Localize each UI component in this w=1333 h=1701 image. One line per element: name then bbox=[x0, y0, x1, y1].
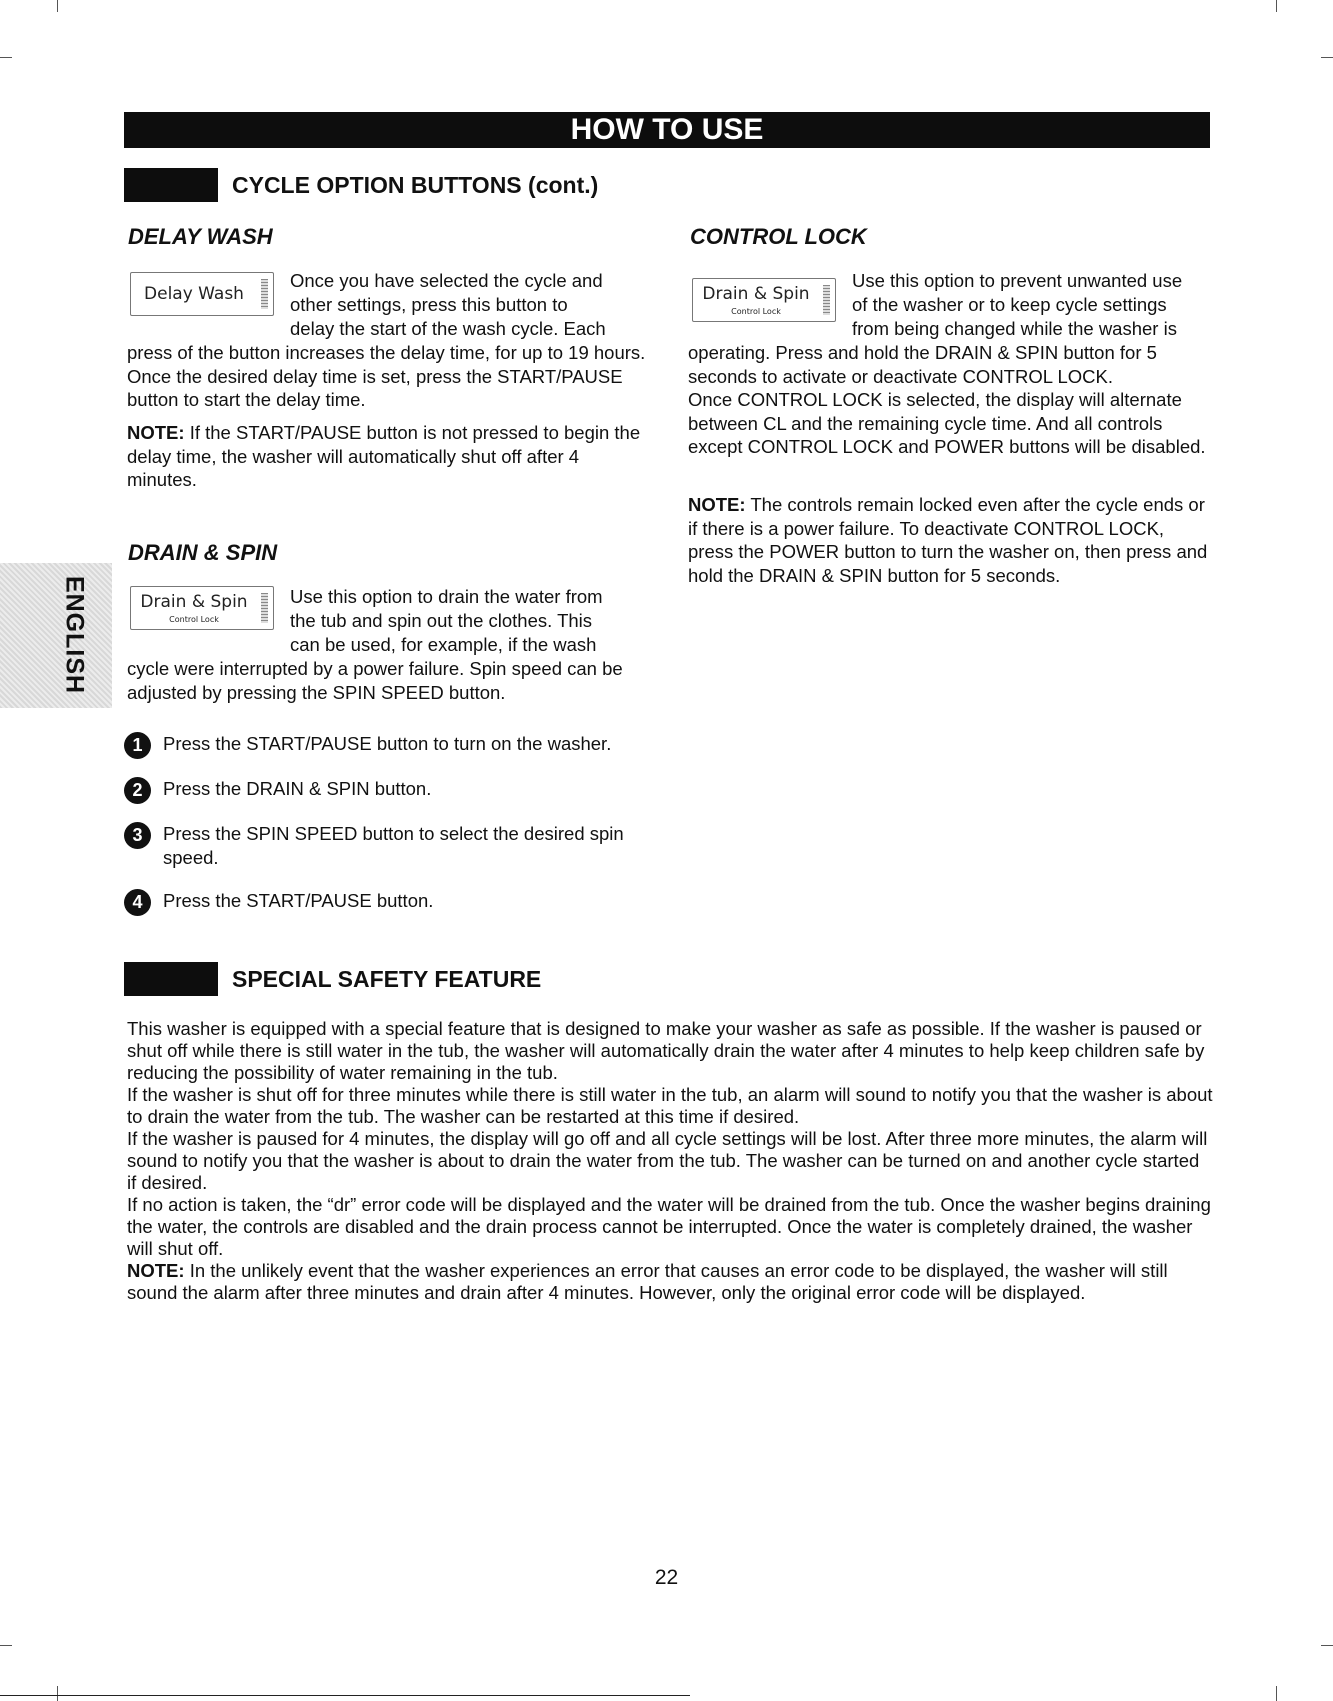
control-lock-text: operating. Press and hold the DRAIN & SPIN button for 5 seconds to activate or deactivate CONTROL LOCK. bbox=[688, 342, 1157, 387]
section-title: SPECIAL SAFETY FEATURE bbox=[232, 965, 542, 992]
safety-paragraph: This washer is equipped with a special feature that is designed to make your washer as safe as possible. If the washer is paused or shut off while there is still water in the tub, the washer will automatically drain the water after 4 minutes to help keep children safe by reducing the possibility of water remaining in the tub. bbox=[127, 1018, 1205, 1083]
safety-paragraph: If no action is taken, the “dr” error code will be displayed and the water will be drained from the tub. Once the washer begins draining the water, the controls are disabled and the drain process cannot be interrupted. Once the water is completely drained, the washer will shut off. bbox=[127, 1194, 1211, 1259]
control-lock-text-2: Once CONTROL LOCK is selected, the display will alternate between CL and the remaining cycle time. And all controls except CONTROL LOCK and POWER buttons will be disabled. bbox=[688, 389, 1206, 457]
grip-icon bbox=[261, 279, 268, 309]
section-title: CYCLE OPTION BUTTONS (cont.) bbox=[232, 171, 599, 198]
section-bar bbox=[124, 168, 218, 202]
step-text: Press the DRAIN & SPIN button. bbox=[163, 778, 432, 799]
step-text: Press the START/PAUSE button to turn on the washer. bbox=[163, 733, 612, 754]
crop-mark bbox=[0, 1645, 12, 1646]
control-lock-line-2: of the washer or to keep cycle settings bbox=[852, 294, 1167, 315]
step-number-badge: 4 bbox=[124, 889, 151, 916]
panel-sublabel: Control Lock bbox=[731, 307, 781, 316]
language-label: ENGLISH bbox=[60, 575, 89, 695]
section-heading-safety bbox=[124, 962, 541, 996]
note-label: NOTE: bbox=[688, 494, 746, 515]
bottom-rule bbox=[0, 1695, 690, 1696]
note-text: The controls remain locked even after the cycle ends or if there is a power failure. To deactivate CONTROL LOCK, press the POWER button to turn the washer on, then press and hold the DRAIN & SPIN button for 5 seconds. bbox=[688, 494, 1208, 586]
control-lock-line-3: from being changed while the washer is bbox=[852, 318, 1177, 339]
section-heading-cycle-options bbox=[124, 168, 598, 202]
delay-wash-line-2: other settings, press this button to bbox=[290, 294, 568, 315]
step-2 bbox=[124, 777, 683, 804]
note-label: NOTE: bbox=[127, 422, 185, 443]
step-number-badge: 2 bbox=[124, 777, 151, 804]
control-lock-button-illustration bbox=[692, 278, 836, 322]
panel-label: Drain & Spin bbox=[140, 592, 248, 612]
safety-note bbox=[127, 1260, 1213, 1304]
safety-paragraph: If the washer is shut off for three minutes while there is still water in the tub, an alarm will sound to notify you that the washer is about to drain the water from the tub. The washer can be restarted at this time if desired. bbox=[127, 1084, 1213, 1127]
panel-label: Delay Wash bbox=[144, 284, 244, 304]
control-lock-heading: CONTROL LOCK bbox=[690, 224, 867, 249]
note-text: If the START/PAUSE button is not pressed to begin the delay time, the washer will automatically shut off after 4 minutes. bbox=[127, 422, 641, 490]
step-number-badge: 3 bbox=[124, 822, 151, 849]
page-banner: HOW TO USE bbox=[124, 112, 1210, 148]
page-number: 22 bbox=[654, 1566, 679, 1589]
crop-mark bbox=[57, 0, 58, 12]
drain-spin-line-1: Use this option to drain the water from bbox=[290, 586, 603, 607]
crop-mark bbox=[1321, 57, 1333, 58]
grip-icon bbox=[823, 285, 830, 315]
section-bar bbox=[124, 962, 218, 996]
drain-spin-button-illustration bbox=[130, 586, 274, 630]
crop-mark bbox=[0, 57, 12, 58]
drain-spin-line-3: can be used, for example, if the wash bbox=[290, 634, 597, 655]
step-number-badge: 1 bbox=[124, 732, 151, 759]
language-side-tab bbox=[0, 563, 112, 708]
drain-spin-text: cycle were interrupted by a power failure. Spin speed can be adjusted by pressing the SPIN SPEED button. bbox=[127, 658, 623, 703]
crop-mark bbox=[57, 1686, 58, 1701]
panel-sublabel: Control Lock bbox=[169, 615, 219, 624]
crop-mark bbox=[1321, 1645, 1333, 1646]
crop-mark bbox=[1276, 0, 1277, 12]
delay-wash-line-3: delay the start of the wash cycle. Each bbox=[290, 318, 606, 339]
step-3 bbox=[124, 822, 633, 869]
safety-paragraph: If the washer is paused for 4 minutes, the display will go off and all cycle settings will be lost. After three more minutes, the alarm will sound to notify you that the washer is about to drain the water from the tub. The washer can be turned on and another cycle started if desired. bbox=[127, 1128, 1208, 1193]
note-text: In the unlikely event that the washer experiences an error that causes an error code to be displayed, the washer will still sound the alarm after three minutes and drain after 4 minutes. However, only the original error code will be displayed. bbox=[127, 1260, 1168, 1303]
safety-body bbox=[127, 1018, 1213, 1304]
control-lock-line-1: Use this option to prevent unwanted use bbox=[852, 270, 1183, 291]
delay-wash-text: press of the button increases the delay time, for up to 19 hours. Once the desired delay time is set, press the START/PAUSE button to start the delay time. bbox=[127, 342, 646, 410]
panel-label: Drain & Spin bbox=[702, 284, 810, 304]
delay-wash-line-1: Once you have selected the cycle and bbox=[290, 270, 603, 291]
step-text: Press the SPIN SPEED button to select the desired spin speed. bbox=[163, 823, 624, 868]
step-4 bbox=[124, 889, 683, 916]
control-lock-note bbox=[688, 493, 1210, 587]
step-text: Press the START/PAUSE button. bbox=[163, 890, 434, 911]
delay-wash-heading: DELAY WASH bbox=[128, 224, 273, 249]
step-1 bbox=[124, 732, 683, 759]
drain-spin-heading: DRAIN & SPIN bbox=[128, 540, 278, 565]
note-label: NOTE: bbox=[127, 1260, 185, 1281]
crop-mark bbox=[1276, 1686, 1277, 1701]
delay-wash-note bbox=[127, 421, 647, 492]
delay-wash-button-illustration bbox=[130, 272, 274, 316]
grip-icon bbox=[261, 593, 268, 623]
drain-spin-line-2: the tub and spin out the clothes. This bbox=[290, 610, 593, 631]
